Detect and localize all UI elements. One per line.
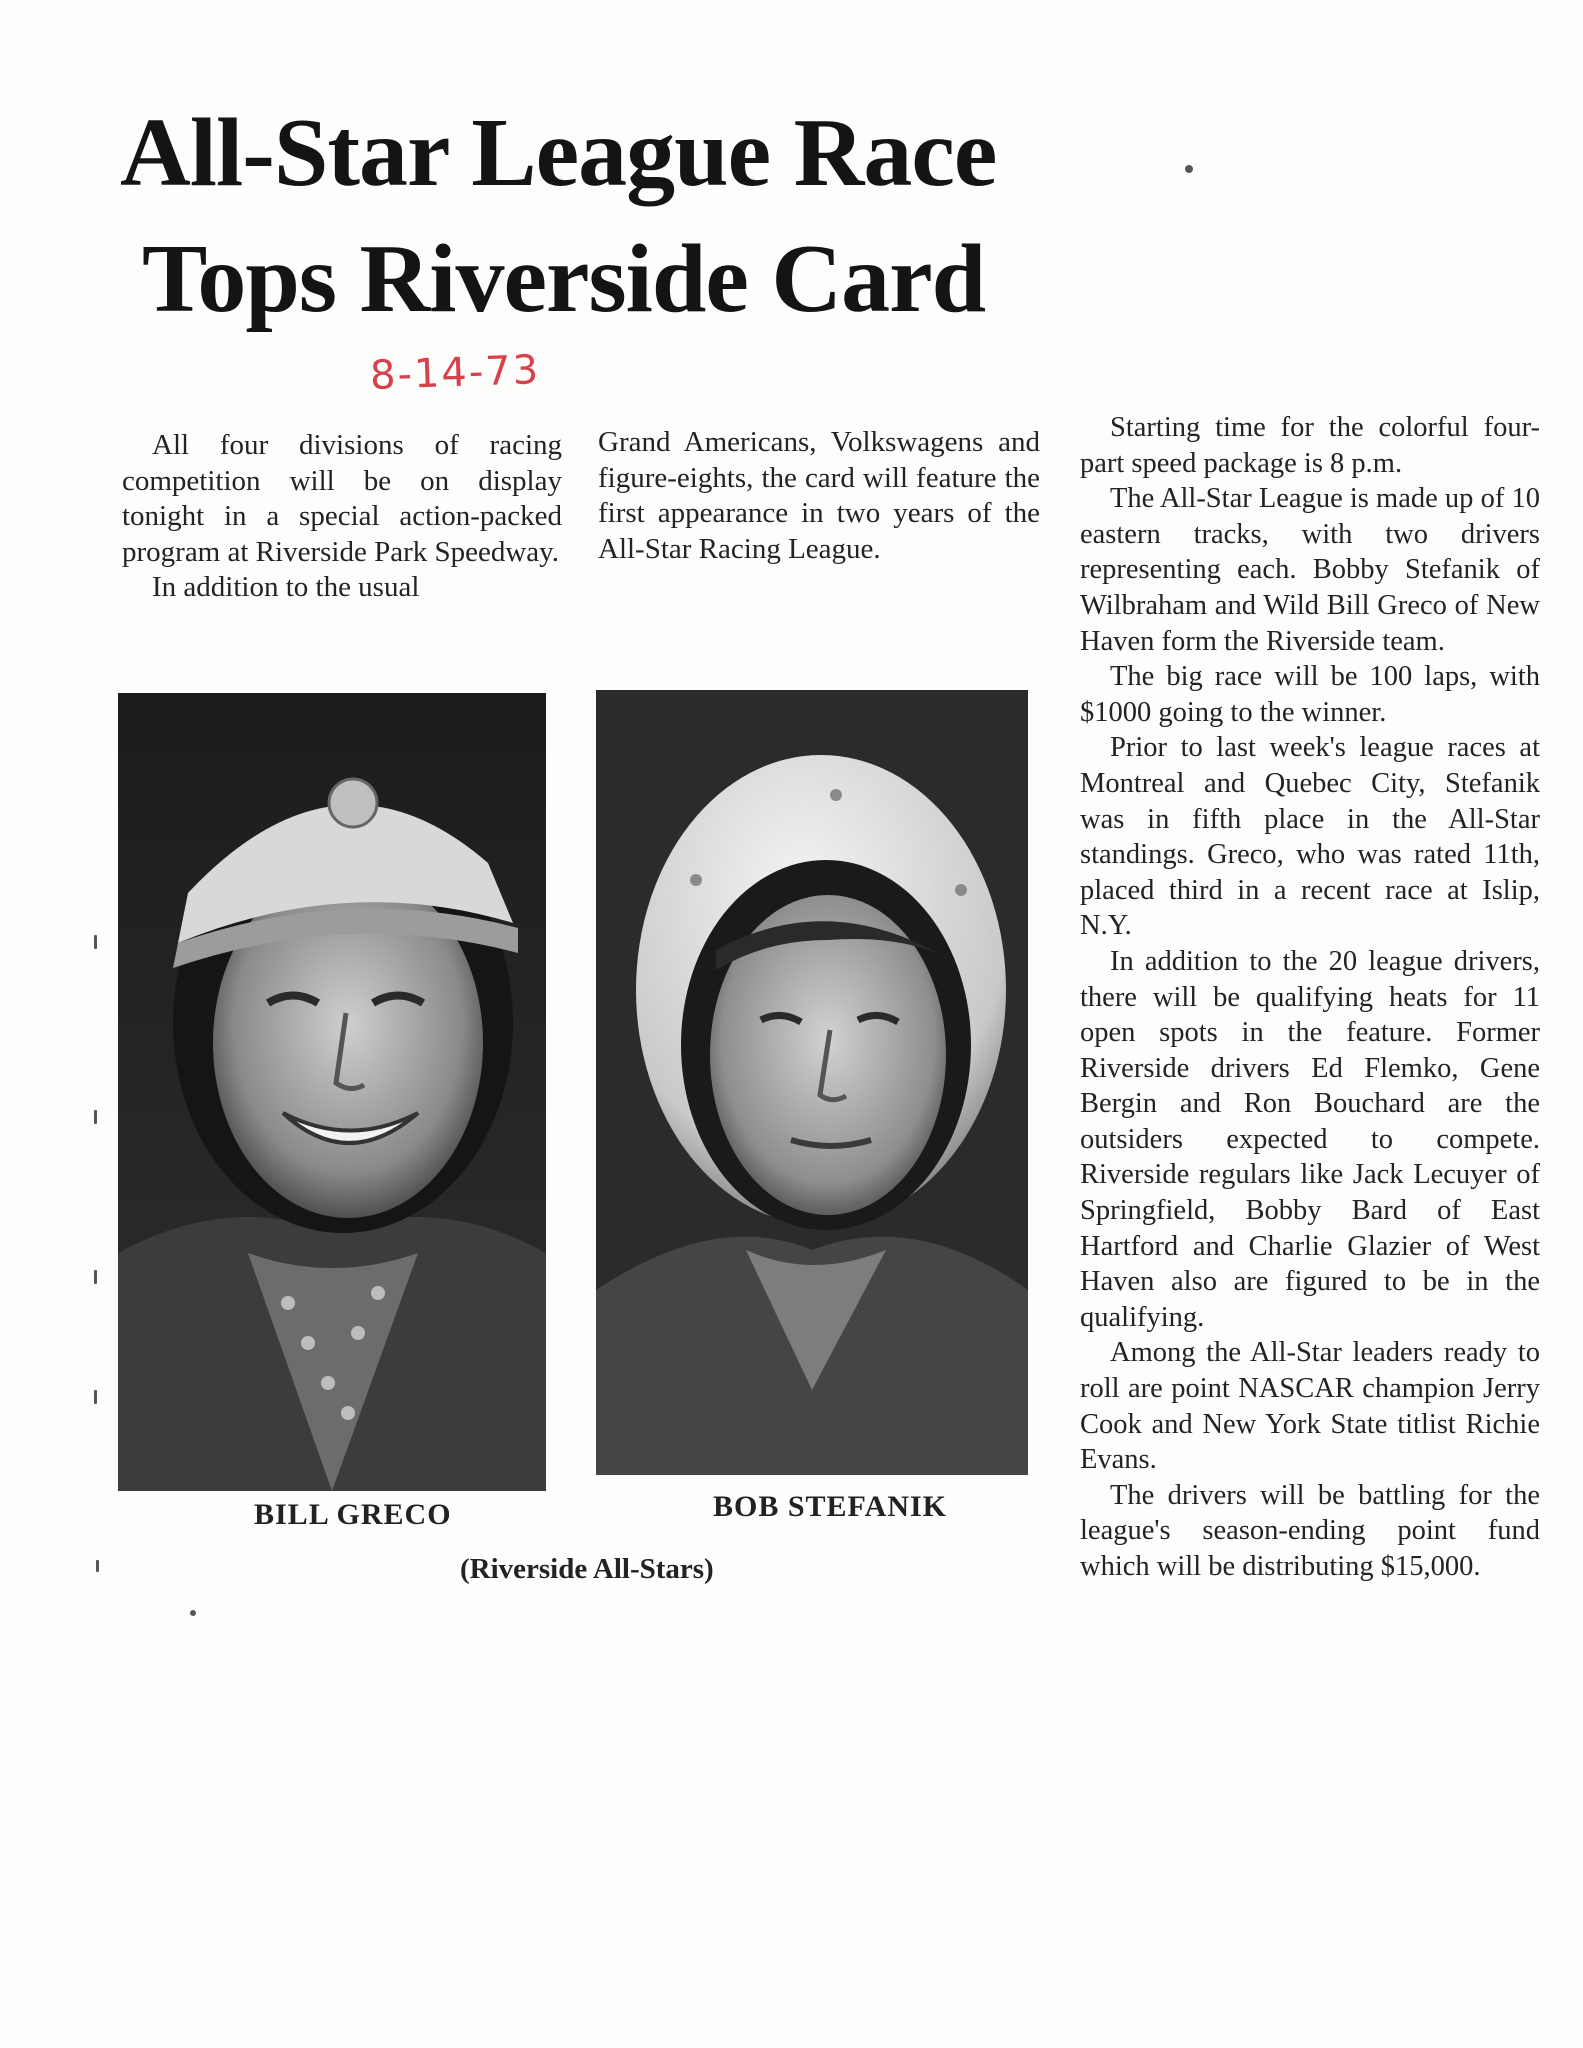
paragraph: Grand Americans, Volkswagens and figure-eights, the card will feature the first appearance in two years of the All-Star Racing League.: [598, 426, 1040, 565]
photo-bob-stefanik: [596, 690, 1028, 1475]
article-column-1: [122, 428, 562, 606]
headline-line-2: Tops Riverside Card: [142, 225, 986, 333]
paragraph: Prior to last week's league races at Montreal and Quebec City, Stefanik was in fifth place in the All-Star standings. Greco, who was rated 11th, placed third in a recent race at Islip, N.Y.: [1080, 732, 1540, 942]
scan-speck: [96, 1560, 99, 1572]
article-column-2: [598, 425, 1040, 567]
portrait-driver-cap-illustration: [118, 693, 546, 1491]
paragraph: The drivers will be battling for the league's season-ending point fund which will be distributing $15,000.: [1080, 1479, 1540, 1582]
paragraph: Starting time for the colorful four-part speed package is 8 p.m.: [1080, 412, 1540, 479]
portrait-driver-helmet-illustration: [596, 690, 1028, 1475]
caption-bob-stefanik: BOB STEFANIK: [713, 1490, 947, 1523]
scan-speck: [94, 1110, 97, 1124]
scan-speck: [94, 1270, 97, 1284]
scan-speck: [190, 1610, 196, 1616]
paragraph: The All-Star League is made up of 10 eastern tracks, with two drivers representing each. Bobby Stefanik of Wilbraham and Wild Bill Greco of New Haven form the Riverside team.: [1080, 483, 1540, 657]
paragraph: Among the All-Star leaders ready to roll are point NASCAR champion Jerry Cook and New York State titlist Richie Evans.: [1080, 1337, 1540, 1476]
scan-speck: [94, 1390, 97, 1404]
handwritten-date: 8-14-73: [369, 347, 541, 399]
headline: [120, 90, 1180, 342]
headline-line-1: All-Star League Race: [120, 99, 997, 207]
scan-speck: [94, 935, 97, 949]
article-column-3: [1080, 410, 1540, 1585]
paragraph: All four divisions of racing competition will be on display tonight in a special action-packed program at Riverside Park Speedway.: [122, 429, 562, 568]
photo-bill-greco: [118, 693, 546, 1491]
paragraph: In addition to the 20 league drivers, there will be qualifying heats for 11 open spots in the feature. Former Riverside drivers Ed Flemko, Gene Bergin and Ron Bouchard are the outsiders expected to compete. Riverside regulars like Jack Lecuyer of Springfield, Bobby Bard of East Hartford and Charlie Glazier of West Haven also are figured to be in the qualifying.: [1080, 945, 1540, 1333]
scan-speck: [1185, 165, 1193, 173]
group-caption: (Riverside All-Stars): [460, 1553, 714, 1585]
paragraph: In addition to the usual: [152, 571, 420, 603]
caption-bill-greco: BILL GRECO: [254, 1498, 452, 1531]
paragraph: The big race will be 100 laps, with $1000 going to the winner.: [1080, 661, 1540, 728]
